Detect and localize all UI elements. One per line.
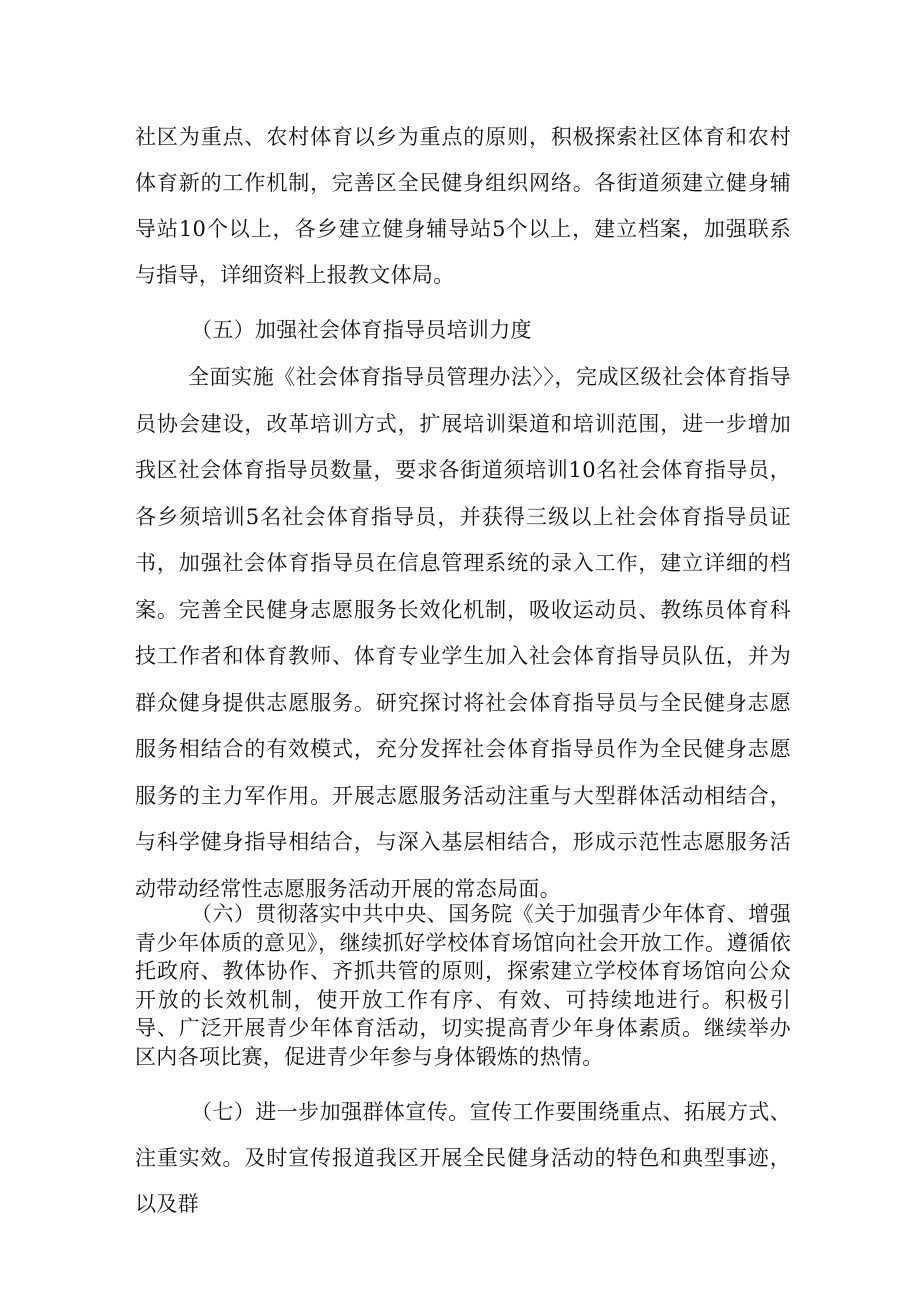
paragraph-six-youth-sports: （六）贯彻落实中共中央、国务院《关于加强青少年体育、增强青少年体质的意见》，继续抓好学校体育场馆向社会开放工作。遵循依托政府、教体协作、齐抓共管的原则，探索建立学校体育场馆向公众开放的长效机制，使开放工作有序、有效、可持续地进行。积极引导、广泛开展青少年体育活动，切实提高青少年身体素质。继续举办区内各项比赛，促进青少年参与身体锻炼的热情。 (135, 902, 791, 1069)
paragraph-seven-publicity: （七）进一步加强群体宣传。宣传工作要围绕重点、拓展方式、注重实效。及时宣传报道我区开展全民健身活动的特色和典型事迹，以及群 (135, 1100, 791, 1216)
paragraph-instructor-training: 全面实施《社会体育指导员管理办法〉〉，完成区级社会体育指导员协会建设，改革培训方式，扩展培训渠道和培训范围，进一步增加我区社会体育指导员数量，要求各街道须培训10名社会体育指导员，各乡须培训5名社会体育指导员，并获得三级以上社会体育指导员证书，加强社会体育指导员在信息管理系统的录入工作，建立详细的档案。完善全民健身志愿服务长效化机制，吸收运动员、教练员体育科技工作者和体育教师、体育专业学生加入社会体育指导员队伍，并为群众健身提供志愿服务。研究探讨将社会体育指导员与全民健身志愿服务相结合的有效模式，充分发挥社会体育指导员作为全民健身志愿服务的主力军作用。开展志愿服务活动注重与大型群体活动相结合，与科学健身指导相结合，与深入基层相结合，形成示范性志愿服务活动带动经常性志愿服务活动开展的常态局面。 (135, 365, 791, 901)
paragraph-community-rural-sports: 社区为重点、农村体育以乡为重点的原则，积极探索社区体育和农村体育新的工作机制，完善区全民健身组织网络。各街道须建立健身辅导站10个以上，各乡建立健身辅导站5个以上，建立档案，加强联系与指导，详细资料上报教文体局。 (135, 125, 791, 287)
section-heading-five: （五）加强社会体育指导员培训力度 (191, 318, 532, 342)
